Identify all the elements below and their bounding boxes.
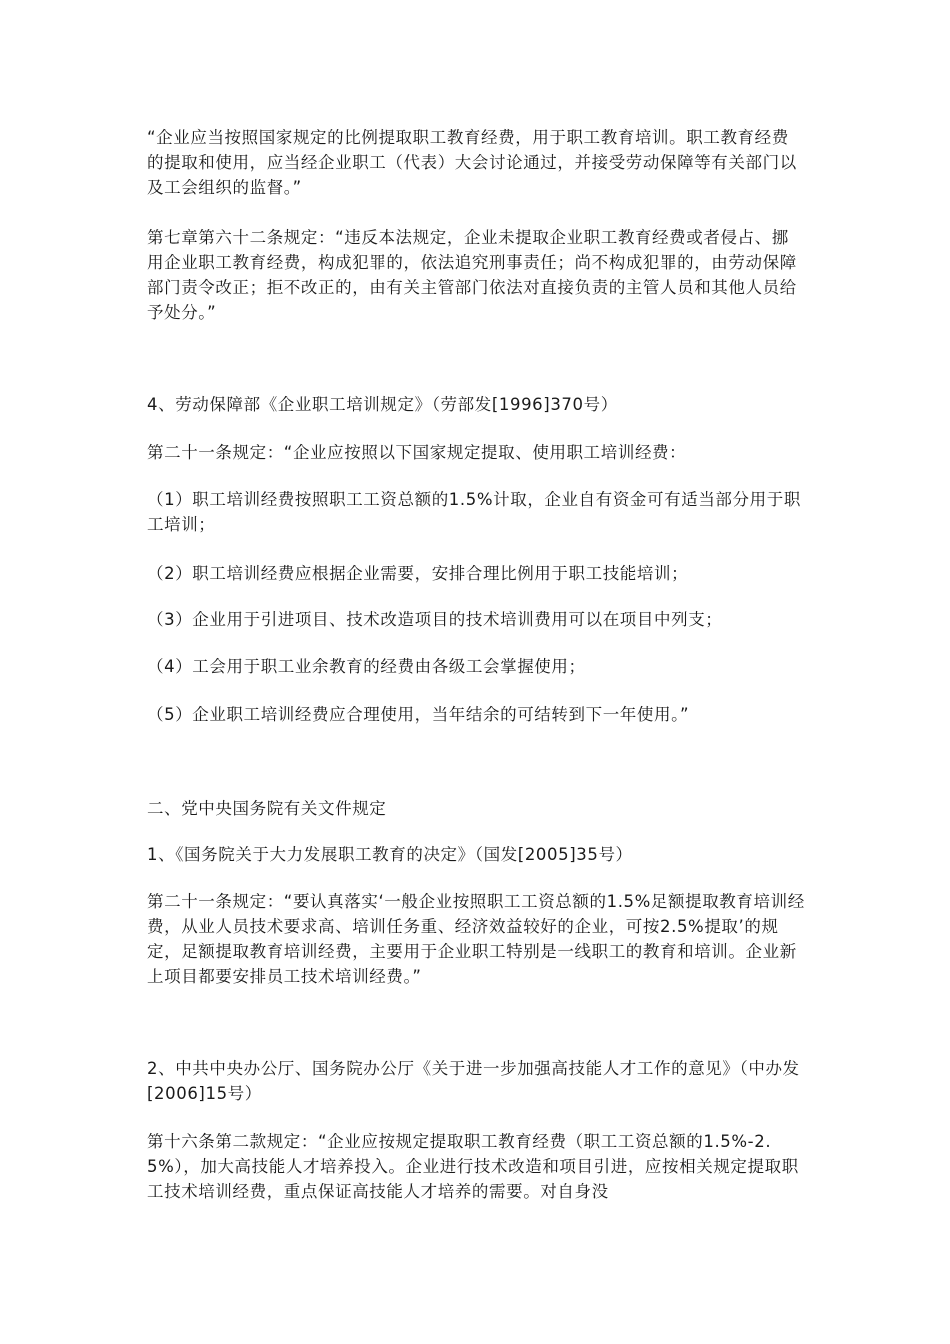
list-item-3: （3）企业用于引进项目、技术改造项目的技术培训费用可以在项目中列支；	[147, 610, 723, 629]
paragraph-article-16-clause-2: 第十六条第二款规定：“企业应按规定提取职工教育经费（职工工资总额的1.5%-2.5%），加大高技能人才培养投入。企业进行技术改造和项目引进，应按相关规定提取职工技术培训经费，重点保证高技能人才培养的需要。对自身没	[147, 1132, 799, 1201]
paragraph-labor-law-article-quote: “企业应当按照国家规定的比例提取职工教育经费，用于职工教育培训。职工教育经费的提取和使用，应当经企业职工（代表）大会讨论通过，并接受劳动保障等有关部门以及工会组织的监督。”	[147, 128, 797, 197]
list-item-2: （2）职工培训经费应根据企业需要，安排合理比例用于职工技能培训；	[147, 564, 689, 583]
section-heading-central-documents: 二、党中央国务院有关文件规定	[147, 799, 387, 818]
heading-state-council-decision: 1、《国务院关于大力发展职工教育的决定》（国发[2005]35号）	[147, 845, 633, 864]
heading-general-office-opinion: 2、中共中央办公厅、国务院办公厅《关于进一步加强高技能人才工作的意见》（中办发[2006]15号）	[147, 1059, 800, 1103]
paragraph-chapter-7-article-62: 第七章第六十二条规定：“违反本法规定，企业未提取企业职工教育经费或者侵占、挪用企业职工教育经费，构成犯罪的，依法追究刑事责任；尚不构成犯罪的，由劳动保障部门责令改正；拒不改正的，由有关主管部门依法对直接负责的主管人员和其他人员给予处分。”	[147, 228, 797, 322]
list-item-1: （1）职工培训经费按照职工工资总额的1.5%计取，企业自有资金可有适当部分用于职工培训；	[147, 490, 801, 534]
paragraph-article-21-state-council: 第二十一条规定：“要认真落实‘一般企业按照职工工资总额的1.5%足额提取教育培训经费，从业人员技术要求高、培训任务重、经济效益较好的企业，可按2.5%提取’的规定，足额提取教育培训经费，主要用于企业职工特别是一线职工的教育和培训。企业新上项目都要安排员工技术培训经费。”	[147, 892, 805, 986]
list-item-4: （4）工会用于职工业余教育的经费由各级工会掌握使用；	[147, 657, 586, 676]
heading-labor-ministry-training-rules: 4、劳动保障部《企业职工培训规定》（劳部发[1996]370号）	[147, 395, 618, 414]
paragraph-article-21: 第二十一条规定：“企业应按照以下国家规定提取、使用职工培训经费：	[147, 443, 687, 462]
list-item-5: （5）企业职工培训经费应合理使用，当年结余的可结转到下一年使用。”	[147, 705, 690, 724]
